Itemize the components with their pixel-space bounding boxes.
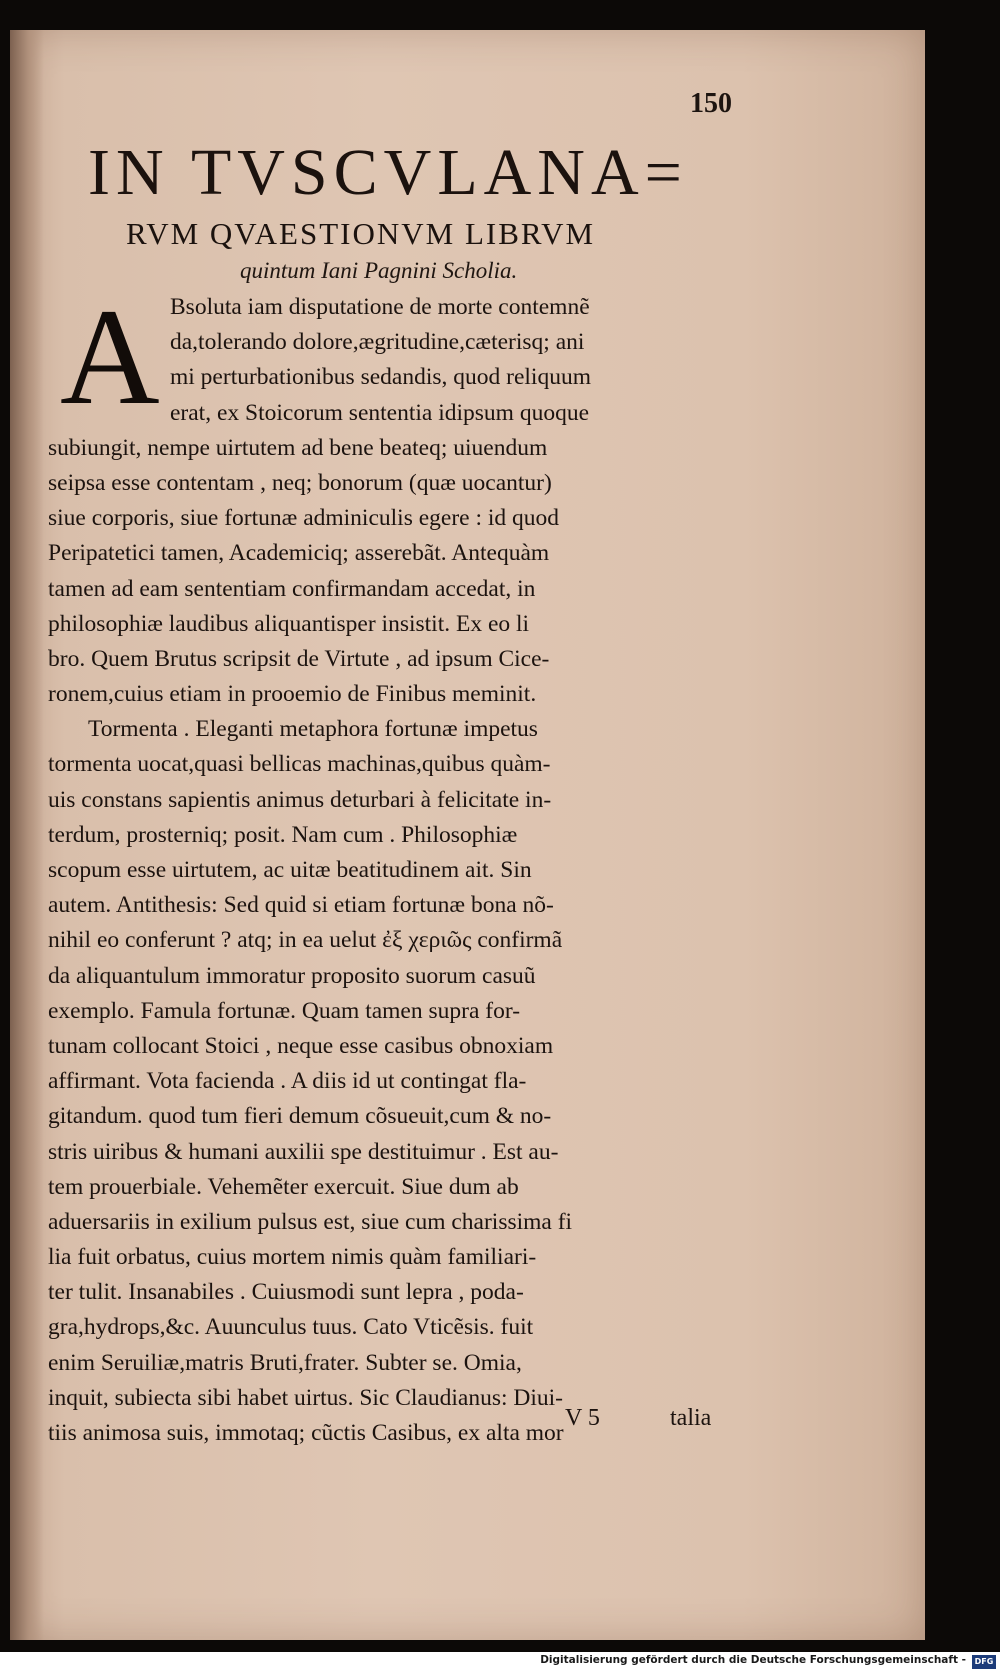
text-line: ter tulit. Insanabiles . Cuiusmodi sunt lepra , poda- <box>48 1279 524 1306</box>
page-gutter <box>10 30 44 1640</box>
text-line: siue corporis, siue fortunæ adminiculis egere : id quod <box>48 505 560 532</box>
text-line: enim Seruiliæ,matris Bruti,frater. Subter se. Omia, <box>48 1349 522 1376</box>
text-line: terdum, prosterniq; posit. Nam cum . Philosophiæ <box>48 821 518 848</box>
dfg-logo-icon: DFG <box>972 1655 996 1669</box>
funding-credit: Digitalisierung gefördert durch die Deutsche Forschungsgemeinschaft - <box>540 1654 966 1666</box>
heading-line-1: IN TVSCVLANA= <box>88 136 688 209</box>
text-line: subiungit, nempe uirtutem ad bene beateq; uiuendum <box>48 434 548 461</box>
catchword: talia <box>670 1405 712 1431</box>
text-line: ronem,cuius etiam in prooemio de Finibus meminit. <box>48 681 537 708</box>
body-text <box>48 280 748 1451</box>
text-line: mi perturbationibus sedandis, quod reliquum <box>170 364 591 391</box>
text-line: bro. Quem Brutus scripsit de Virtute , ad ipsum Cice- <box>48 645 550 672</box>
heading-line-3: quintum Iani Pagnini Scholia. <box>240 258 518 283</box>
text-line: inquit, subiecta sibi habet uirtus. Sic Claudianus: Diui- <box>48 1384 563 1411</box>
text-line: nihil eo conferunt ? atq; in ea uelut ἐξ χεριῶς confirmã <box>48 927 563 954</box>
text-line: tamen ad eam sententiam confirmandam accedat, in <box>48 575 536 602</box>
decorated-initial: A <box>60 280 160 433</box>
text-line: lia fuit orbatus, cuius mortem nimis quàm familiari- <box>48 1244 537 1271</box>
text-line: erat, ex Stoicorum sententia idipsum quoque <box>170 399 589 426</box>
text-line: Tormenta . Eleganti metaphora fortunæ impetus <box>88 716 538 743</box>
text-line: Peripatetici tamen, Academiciq; asserebãt. Antequàm <box>48 540 550 567</box>
text-line: affirmant. Vota facienda . A diis id ut contingat fla- <box>48 1068 527 1095</box>
text-line: gitandum. quod tum fieri demum cõsueuit,cum & no- <box>48 1103 552 1130</box>
text-line: aduersariis in exilium pulsus est, siue cum charissima fi <box>48 1208 573 1235</box>
text-line: autem. Antithesis: Sed quid si etiam fortunæ bona nõ- <box>48 892 554 919</box>
text-line: Bsoluta iam disputatione de morte contemnẽ <box>170 294 590 320</box>
text-line: da,tolerando dolore,ægritudine,cæterisq; ani <box>170 329 585 356</box>
text-line: seipsa esse contentam , neq; bonorum (quæ uocantur) <box>48 469 552 496</box>
folio-number: 150 <box>690 88 732 119</box>
text-line: tunam collocant Stoici , neque esse casibus obnoxiam <box>48 1032 554 1059</box>
text-line: scopum esse uirtutem, ac uitæ beatitudinem ait. Sin <box>48 857 532 883</box>
text-line: stris uiribus & humani auxilii spe destituimur . Est au- <box>48 1138 559 1165</box>
text-line: exemplo. Famula fortunæ. Quam tamen supra for- <box>48 997 521 1024</box>
heading-line-2: RVM QVAESTIONVM LIBRVM <box>126 216 596 251</box>
text-line: tormenta uocat,quasi bellicas machinas,quibus quàm- <box>48 751 551 778</box>
text-line: gra,hydrops,&c. Auunculus tuus. Cato Vticẽsis. fuit <box>48 1314 534 1341</box>
text-line: philosophiæ laudibus aliquantisper insistit. Ex eo li <box>48 610 530 637</box>
text-line: tem prouerbiale. Vehemẽter exercuit. Siue dum ab <box>48 1173 519 1200</box>
text-line: tiis animosa suis, immotaq; cũctis Casibus, ex alta mor <box>48 1420 564 1446</box>
text-line: da aliquantulum immoratur proposito suorum casuũ <box>48 962 536 989</box>
text-line: uis constans sapientis animus deturbari à felicitate in- <box>48 786 552 813</box>
signature-mark: V 5 <box>565 1405 600 1431</box>
